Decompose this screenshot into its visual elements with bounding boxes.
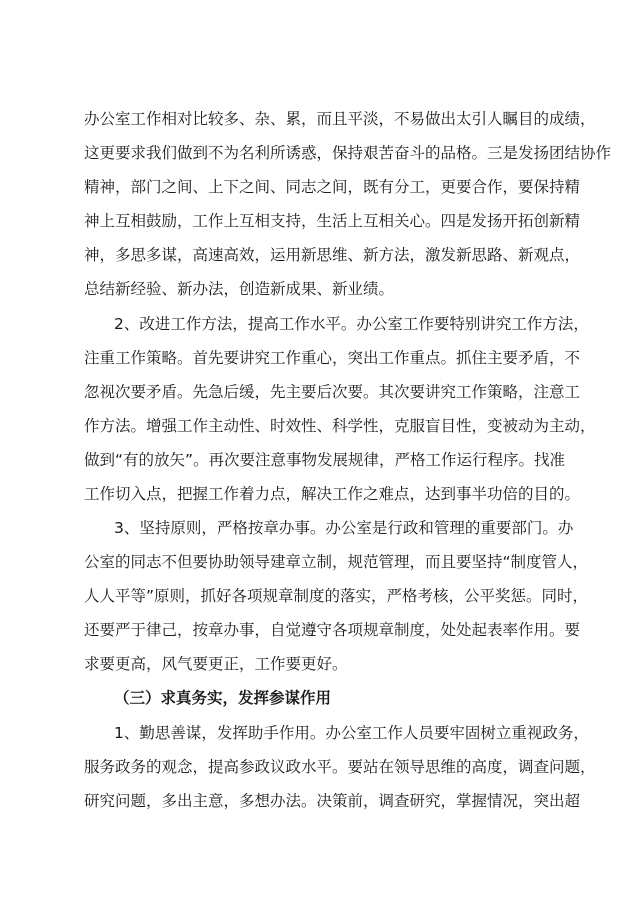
text-line: 公室的同志不但要协助领导建章立制，规范管理，而且要坚持“制度管人，	[84, 553, 589, 571]
text-line: 研究问题，多出主意，多想办法。决策前，调查研究，掌握情况，突出超	[84, 792, 581, 810]
text-line: 神上互相鼓励，工作上互相支持，生活上互相关心。四是发扬开拓创新精	[84, 212, 581, 230]
text-line: 工作切入点，把握工作着力点，解决工作之难点，达到事半功倍的目的。	[84, 485, 581, 503]
paragraph-start-line: 1、勤思善谋，发挥助手作用。办公室工作人员要牢固树立重视政务，	[114, 724, 589, 742]
section-heading: （三）求真务实，发挥参谋作用	[114, 689, 332, 707]
text-line: 服务政务的观念，提高参政议政水平。要站在领导思维的高度，调查问题，	[84, 758, 596, 776]
text-line: 办公室工作相对比较多、杂、累，而且平淡，不易做出太引人瞩目的成绩，	[84, 110, 596, 128]
text-line: 还要严于律己，按章办事，自觉遵守各项规章制度，处处起表率作用。要	[84, 621, 581, 639]
text-line: 忽视次要矛盾。先急后缓，先主要后次要。其次要讲究工作策略，注意工	[84, 383, 581, 401]
text-line: 注重工作策略。首先要讲究工作重心，突出工作重点。抓住主要矛盾，不	[84, 349, 581, 367]
paragraph-start-line: 3、坚持原则，严格按章办事。办公室是行政和管理的重要部门。办	[114, 519, 574, 537]
text-line: 求要更高，风气要更正，工作要更好。	[84, 655, 348, 673]
text-line: 精神，部门之间、上下之间、同志之间，既有分工，更要合作，要保持精	[84, 178, 581, 196]
text-line: 做到“有的放矢”。再次要注意事物发展规律，严格工作运行程序。找准	[84, 451, 566, 469]
text-line: 作方法。增强工作主动性、时效性、科学性，克服盲目性，变被动为主动，	[84, 417, 596, 435]
text-line: 人人平等”原则，抓好各项规章制度的落实，严格考核，公平奖惩。同时，	[84, 587, 589, 605]
paragraph-start-line: 2、改进工作方法，提高工作水平。办公室工作要特别讲究工作方法，	[114, 315, 589, 333]
text-line: 总结新经验、新办法，创造新成果、新业绩。	[84, 280, 395, 298]
text-line: 这更要求我们做到不为名利所诱惑，保持艰苦奋斗的品格。三是发扬团结协作	[84, 144, 612, 162]
text-line: 神，多思多谋，高速高效，运用新思维、新方法，激发新思路、新观点，	[84, 246, 581, 264]
